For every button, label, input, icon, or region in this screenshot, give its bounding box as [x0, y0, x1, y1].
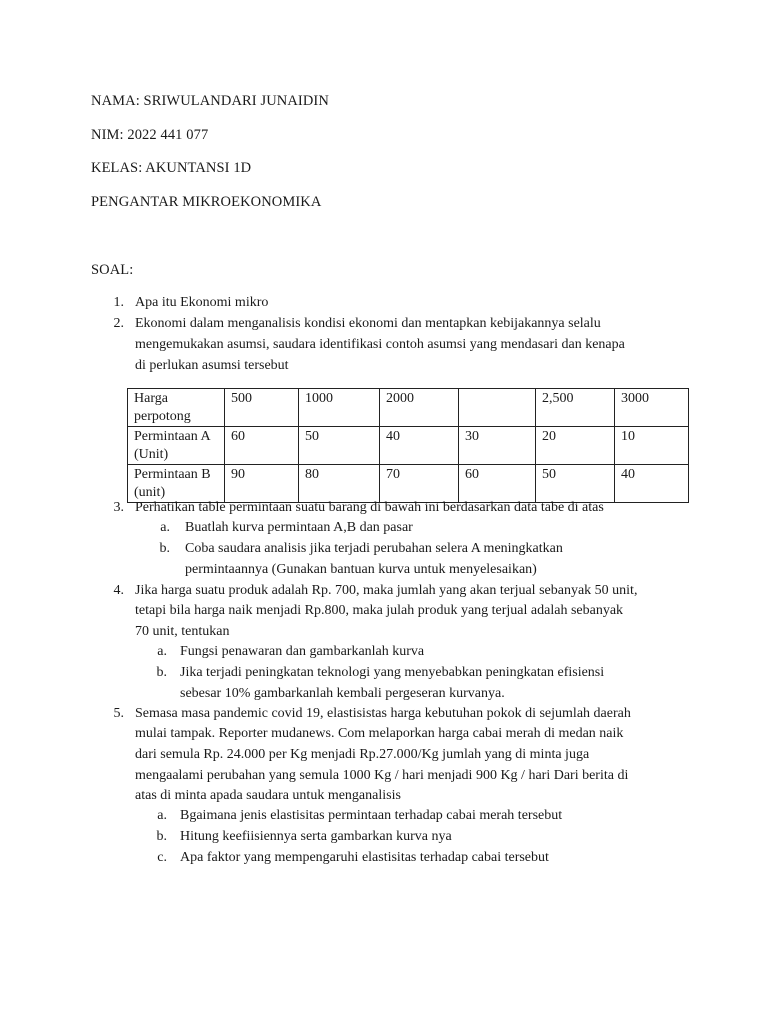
subquestion-label: a.	[160, 520, 170, 535]
subquestion-label: b.	[156, 665, 167, 680]
table-cell: 50	[536, 465, 615, 503]
question-number: 1.	[113, 295, 124, 310]
question-number: 3.	[113, 500, 124, 515]
table-cell: 70	[380, 465, 459, 503]
question-text-line: mengaalami perubahan yang semula 1000 Kg / hari menjadi 900 Kg / hari Dari berita di	[135, 768, 629, 783]
student-name: NAMA: SRIWULANDARI JUNAIDIN	[91, 93, 329, 109]
table-cell: 20	[536, 427, 615, 465]
table-cell: 1000	[299, 389, 380, 427]
subquestion-label: c.	[157, 850, 167, 865]
table-row	[128, 465, 689, 503]
question-number: 4.	[113, 583, 124, 598]
question-text-line: Semasa masa pandemic covid 19, elastisistas harga kebutuhan pokok di sejumlah daerah	[135, 706, 631, 721]
subquestion-label: b.	[156, 829, 167, 844]
question-text-line: 70 unit, tentukan	[135, 624, 230, 639]
table-cell: 80	[299, 465, 380, 503]
table-cell: 2,500	[536, 389, 615, 427]
subquestion-label: b.	[159, 541, 170, 556]
table-cell: 50	[299, 427, 380, 465]
subquestion-text-line: sebesar 10% gambarkanlah kembali pergeseran kurvanya.	[180, 686, 505, 701]
student-nim: NIM: 2022 441 077	[91, 127, 209, 143]
question-text-line: mulai tampak. Reporter mudanews. Com melaporkan harga cabai merah di medan naik	[135, 726, 624, 741]
table-row	[128, 389, 689, 427]
question-text: Perhatikan table permintaan suatu barang di bawah ini berdasarkan data tabe di atas	[135, 500, 604, 515]
subquestion-text: Fungsi penawaran dan gambarkanlah kurva	[180, 644, 425, 659]
table-cell: Harga perpotong	[128, 389, 225, 427]
table-cell	[459, 389, 536, 427]
subquestion-text: Apa faktor yang mempengaruhi elastisitas terhadap cabai tersebut	[180, 850, 549, 865]
table-cell: 10	[615, 427, 689, 465]
question-text-line: dari semula Rp. 24.000 per Kg menjadi Rp.27.000/Kg jumlah yang di minta juga	[135, 747, 590, 762]
table-cell: 500	[225, 389, 299, 427]
question-text-line: mengemukakan asumsi, saudara identifikasi contoh asumsi yang mendasari dan kenapa	[135, 337, 625, 352]
question-text-line: Jika harga suatu produk adalah Rp. 700, maka jumlah yang akan terjual sebanyak 50 unit,	[135, 583, 638, 598]
table-row	[128, 427, 689, 465]
table-cell: 30	[459, 427, 536, 465]
question-text-line: di perlukan asumsi tersebut	[135, 358, 289, 373]
table-cell: 2000	[380, 389, 459, 427]
course-title: PENGANTAR MIKROEKONOMIKA	[91, 194, 322, 210]
question-number: 5.	[113, 706, 124, 721]
subquestion-label: a.	[157, 644, 167, 659]
subquestion-text: Hitung keefiisiennya serta gambarkan kurva nya	[180, 829, 452, 844]
table-cell: 40	[380, 427, 459, 465]
table-cell: 60	[225, 427, 299, 465]
question-text: Apa itu Ekonomi mikro	[135, 295, 269, 310]
question-text-line: tetapi bila harga naik menjadi Rp.800, maka julah produk yang terjual adalah sebanyak	[135, 603, 624, 618]
table-cell: 90	[225, 465, 299, 503]
demand-table	[127, 388, 689, 503]
soal-heading: SOAL:	[91, 262, 134, 278]
table-cell: 40	[615, 465, 689, 503]
subquestion-label: a.	[157, 808, 167, 823]
subquestion-text: Buatlah kurva permintaan A,B dan pasar	[185, 520, 413, 535]
question-number: 2.	[113, 316, 124, 331]
subquestion-text-line: permintaannya (Gunakan bantuan kurva untuk menyelesaikan)	[185, 562, 537, 577]
subquestion-text: Bgaimana jenis elastisitas permintaan terhadap cabai merah tersebut	[180, 808, 563, 823]
table-cell: Permintaan A (Unit)	[128, 427, 225, 465]
question-text-line: atas di minta apada saudara untuk menganalisis	[135, 788, 401, 803]
student-class: KELAS: AKUNTANSI 1D	[91, 160, 252, 176]
question-text-line: Ekonomi dalam menganalisis kondisi ekonomi dan mentapkan kebijakannya selalu	[135, 316, 601, 331]
subquestion-text-line: Jika terjadi peningkatan teknologi yang menyebabkan peningkatan efisiensi	[180, 665, 605, 680]
subquestion-text-line: Coba saudara analisis jika terjadi perubahan selera A meningkatkan	[185, 541, 563, 556]
table-cell: 60	[459, 465, 536, 503]
table-cell: 3000	[615, 389, 689, 427]
table-cell: Permintaan B (unit)	[128, 465, 225, 503]
